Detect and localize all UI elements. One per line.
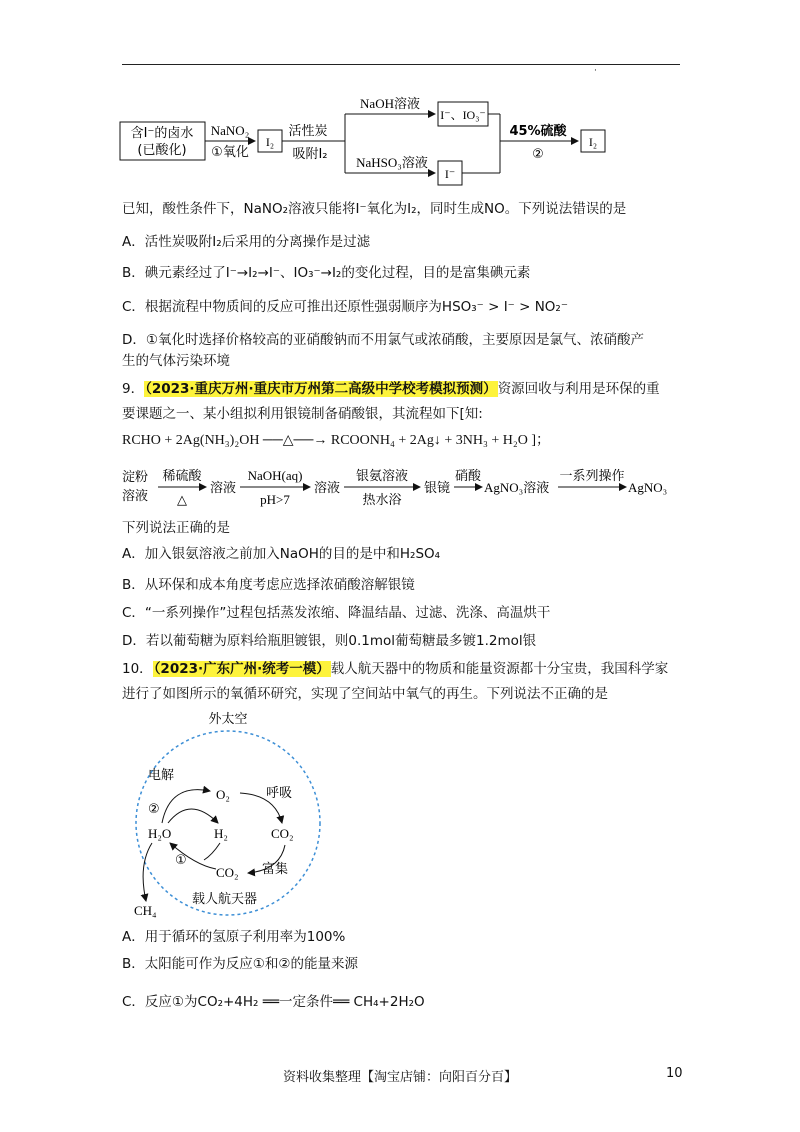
footer-center: 资料收集整理【淘宝店铺：向阳百分百】 [282, 1070, 517, 1085]
q9-stem-line2: 要课题之一、某小组拟利用银镜制备硝酸银，其流程如下[知: [122, 406, 483, 422]
flow1-source-line2: (已酸化) [137, 143, 187, 158]
q9-flow-a5-top: 一系列操作 [559, 469, 625, 484]
q9-prompt: 下列说法正确的是 [122, 520, 230, 536]
q9-flow-a1-bottom: △ [177, 493, 187, 508]
q10-option-c: C．反应①为CO₂+4H₂ ══一定条件══ CH₄+2H₂O [122, 994, 425, 1010]
q10-option-b: B．太阳能可作为反应①和②的能量来源 [122, 956, 358, 972]
diagram-arrow-h2o-h2 [168, 809, 218, 823]
diagram-space-circle [136, 731, 320, 915]
flow1-adsorb-bottom: 吸附I₂ [292, 147, 328, 162]
diagram-o2: O₂ [216, 787, 230, 802]
oxygen-cycle-diagram [120, 705, 350, 920]
header-rule [122, 64, 680, 65]
q8-option-b: B．碘元素经过了I⁻→I₂→I⁻、IO₃⁻→I₂的变化过程，目的是富集碘元素 [122, 265, 531, 281]
q9-equation: RCHO + 2Ag(NH₃)₂OH ──△──→ RCOONH₄ + 2Ag↓ + 3NH₃ + H₂O ]； [122, 433, 551, 448]
q10-stem-line2: 进行了如图所示的氧循环研究，实现了空间站中氧气的再生。下列说法不正确的是 [122, 686, 608, 702]
q8-stem: 已知，酸性条件下，NaNO₂溶液只能将I⁻氧化为I₂，同时生成NO。下列说法错误的是 [122, 201, 627, 217]
diagram-electrolysis: 电解 [148, 768, 175, 783]
q9-flow-start-1: 淀粉 [122, 470, 149, 485]
q9-flow-a4-top: 硝酸 [454, 469, 482, 484]
q9-option-c: C．“一系列操作”过程包括蒸发浓缩、降温结晶、过滤、洗涤、高温烘干 [122, 605, 551, 621]
flow1-step1-bottom: ①氧化 [211, 145, 249, 160]
flow1-upper-box-label: I⁻、IO₃⁻ [440, 108, 486, 122]
flow1-final-label: I₂ [588, 135, 598, 149]
diagram-arrow-h2o-o2 [162, 790, 210, 823]
diagram-step2: ② [148, 802, 160, 817]
flow1-step1-top: NaNO₂ [210, 123, 250, 138]
flow1-lower-box-label: I⁻ [444, 167, 456, 181]
q10-source: （2023·广东广州·统考一模） [153, 661, 330, 677]
diagram-co2-bottom: CO₂ [216, 865, 239, 880]
q10-option-a: A．用于循环的氢原子利用率为100% [122, 929, 346, 945]
q9-flow-n2: 溶液 [314, 481, 341, 496]
diagram-co2-right: CO₂ [271, 826, 294, 841]
q9-flow-n3: 银镜 [424, 481, 451, 496]
q9-flow-a1-top: 稀硫酸 [162, 469, 202, 484]
q9-option-a: A．加入银氨溶液之前加入NaOH的目的是中和H₂SO₄ [122, 546, 441, 562]
diagram-spacecraft: 载人航天器 [192, 892, 258, 907]
q9-option-d: D．若以葡萄糖为原料给瓶胆镀银，则0.1mol葡萄糖最多镀1.2mol银 [122, 633, 537, 649]
q9-flowchart [118, 460, 688, 520]
q9-flow-a2-top: NaOH(aq) [247, 468, 303, 483]
diagram-step1: ① [175, 853, 187, 868]
q9-flow-n1: 溶液 [210, 481, 237, 496]
flow1-adsorb-top: 活性炭 [288, 124, 328, 139]
q9-flow-n5: AgNO₃ [628, 480, 668, 495]
flow1-source-line1: 含I⁻的卤水 [130, 126, 194, 141]
q9-flow-a3-top: 银氨溶液 [355, 469, 409, 484]
q10-stem-tail: 载人航天器中的物质和能量资源都十分宝贵，我国科学家 [330, 661, 669, 677]
flow1-lower-reagent: NaHSO₃溶液 [356, 155, 428, 170]
q9-source: （2023·重庆万州·重庆市万州第二高级中学校考模拟预测） [145, 381, 497, 397]
diagram-h2o: H₂O [148, 826, 172, 841]
header-dot: · [594, 66, 597, 76]
q9-flow-a2-bottom: pH>7 [260, 492, 290, 507]
iodine-flowchart [110, 90, 630, 200]
q8-option-a: A．活性炭吸附I₂后采用的分离操作是过滤 [122, 234, 371, 250]
q10-number: 10． [122, 661, 153, 677]
q9-number: 9． [122, 381, 145, 397]
q9-option-b: B．从环保和成本角度考虑应选择浓硝酸溶解银镜 [122, 577, 415, 593]
flow1-acid-top: 45%硫酸 [509, 124, 567, 139]
diagram-h2: H₂ [214, 826, 228, 841]
q8-option-c: C．根据流程中物质间的反应可推出还原性强弱顺序为HSO₃⁻ > I⁻ > NO₂⁻ [122, 299, 568, 315]
q9-flow-a3-bottom: 热水浴 [362, 493, 402, 508]
q9-flow-start-2: 溶液 [122, 489, 149, 504]
page-number: 10 [666, 1066, 683, 1081]
diagram-ch4: CH₄ [134, 903, 157, 918]
q8-option-d: D．①氧化时选择价格较高的亚硝酸钠而不用氯气或浓硝酸，主要原因是氯气、浓硝酸产 [122, 332, 644, 348]
flow1-acid-bottom: ② [532, 147, 544, 162]
diagram-arrow-h2-merge [204, 843, 220, 860]
q9-flow-n4: AgNO₃溶液 [484, 480, 550, 495]
flow1-i2-label: I₂ [265, 135, 275, 149]
flow1-upper-reagent: NaOH溶液 [360, 96, 420, 111]
q9-header [122, 380, 660, 398]
diagram-respiration: 呼吸 [266, 786, 293, 801]
q10-header [122, 660, 668, 678]
diagram-outer-label: 外太空 [208, 712, 248, 727]
diagram-enrich: 富集 [262, 862, 289, 877]
q8-option-d-cont: 生的气体污染环境 [122, 353, 230, 369]
q9-stem-tail: 资源回收与利用是环保的重 [497, 381, 660, 397]
